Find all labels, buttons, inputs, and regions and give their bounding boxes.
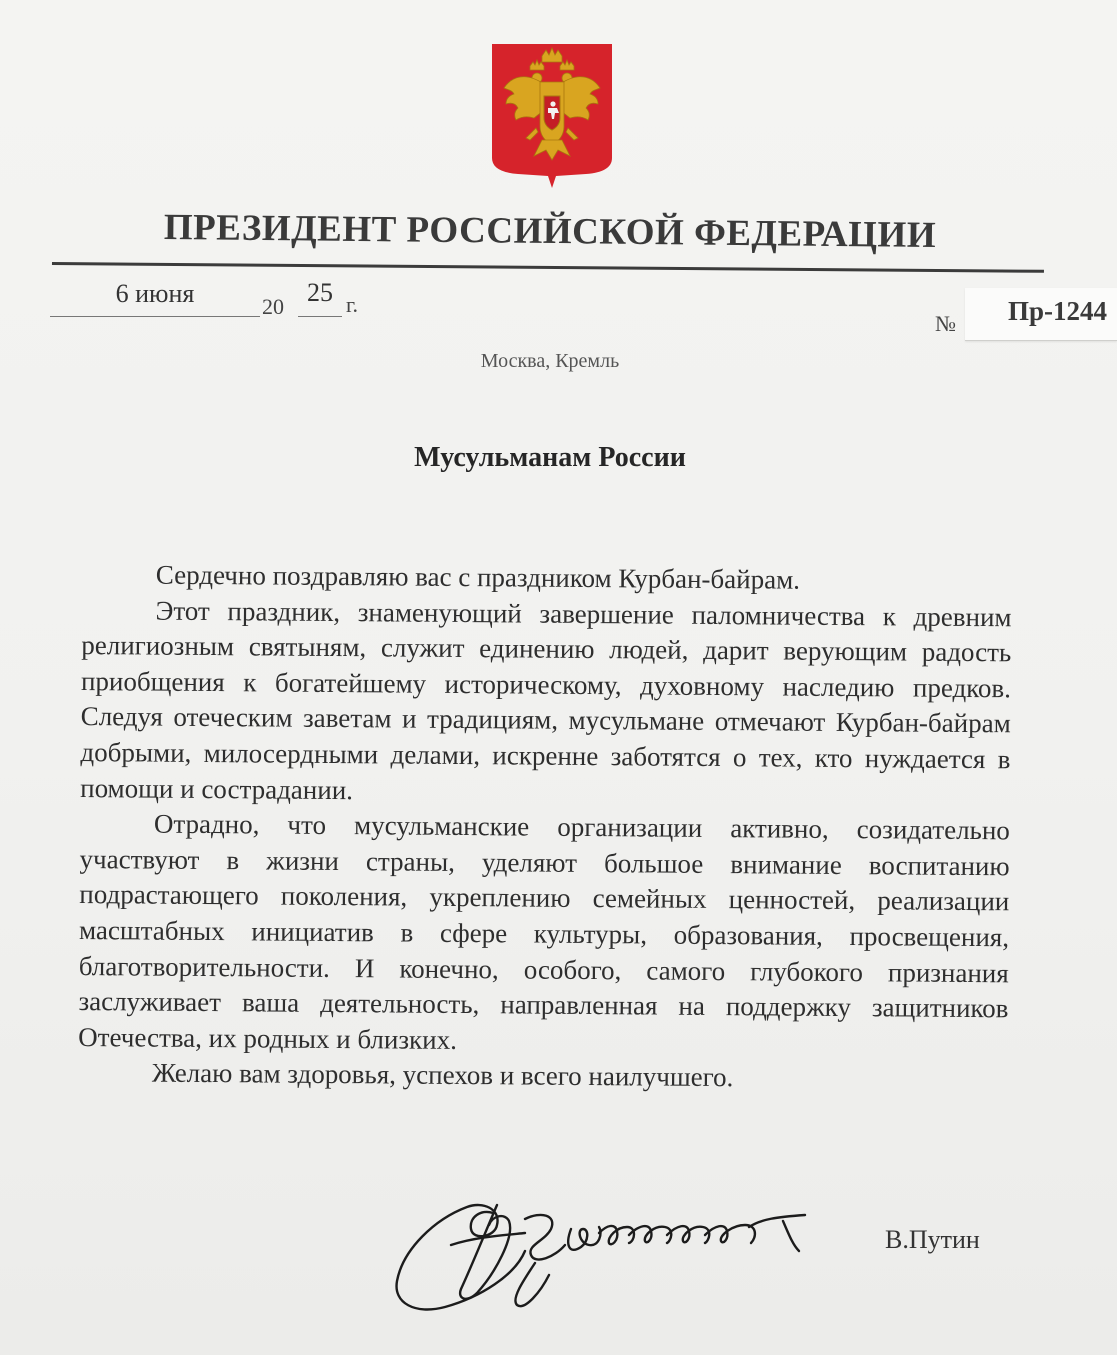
paragraph: Этот праздник, знаменующий завершение паломничества к древним религиозным святыням, служит единению людей, дарит верующим радость приобщения к богатейшему историческому, духовному наследию предков. Следуя отеческим заветам и традициям, мусульмане отмечают Курбан-байрам добрыми, милосердными делами, искренне заботятся о тех, кто нуждается в помощи и сострадании. (80, 595, 1012, 805)
header-rule (52, 262, 1044, 273)
letter-body (78, 557, 1012, 1098)
signer-name: В.Путин (885, 1225, 980, 1254)
document-number: Пр-1244 (1007, 296, 1107, 326)
paragraph: Отрадно, что мусульманские организации активно, созидательно участвуют в жизни страны, уделяют большое внимание воспитанию подрастающего поколения, укреплению семейных ценностей, реализации масштабных инициатив в сфере культуры, образования, просвещения, благотворительности. И конечно, особого, самого глубокого признания заслуживает ваша деятельность, направленная на поддержку защитников Отечества, их родных и близких. (78, 808, 1010, 1055)
number-sign: № (935, 311, 956, 336)
date-century: 20 (262, 294, 284, 319)
russian-coat-of-arms-icon (490, 42, 614, 188)
document-number-label (965, 288, 1117, 341)
paragraph: Желаю вам здоровья, успехов и всего наилучшего. (151, 1057, 734, 1093)
date-year: 25 (298, 278, 342, 317)
document-date (50, 278, 370, 320)
issue-place: Москва, Кремль (480, 350, 620, 372)
paragraph: Сердечно поздравляю вас с праздником Курбан-байрам. (155, 559, 801, 595)
date-suffix: г. (346, 292, 359, 317)
issuer-heading: ПРЕЗИДЕНТ РОССИЙСКОЙ ФЕДЕРАЦИИ (163, 206, 937, 257)
letter-title: Мусульманам России (414, 442, 686, 473)
handwritten-signature (385, 1185, 825, 1325)
date-day-month: 6 июня (50, 278, 260, 317)
